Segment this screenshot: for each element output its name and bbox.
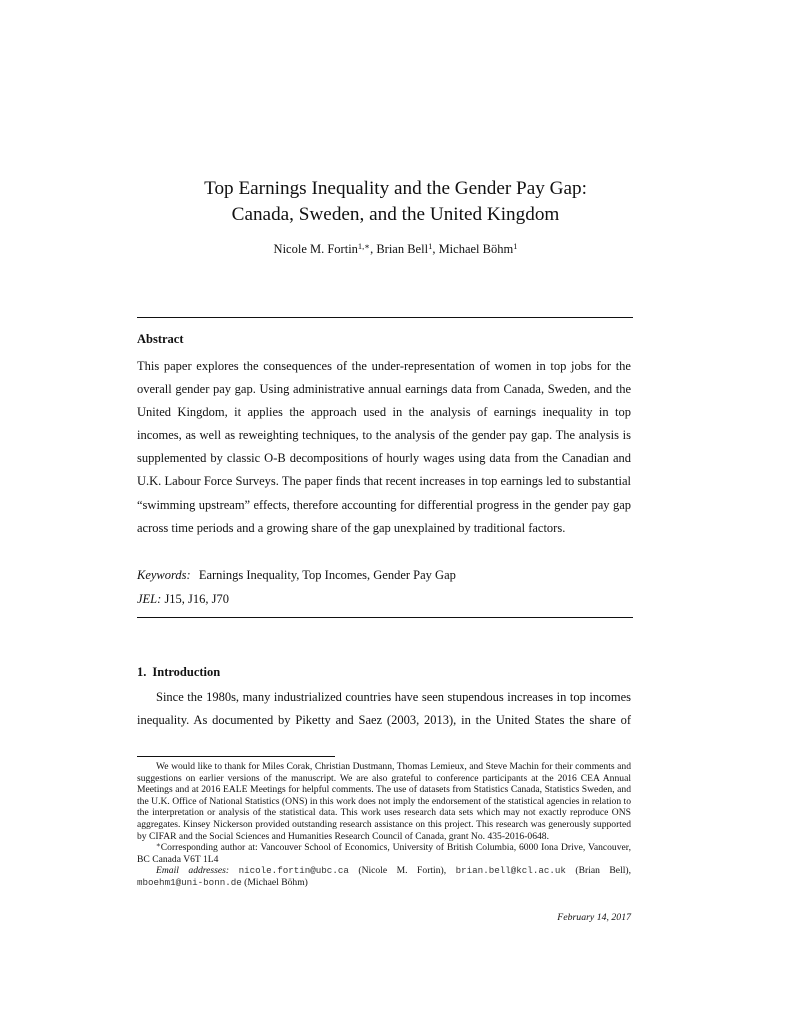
jel-line — [137, 592, 229, 607]
email-owner: (Brian Bell) — [575, 865, 629, 877]
affiliation-mark: 1 — [428, 241, 433, 251]
section-number: 1. — [137, 665, 147, 679]
author-separator: , — [370, 242, 377, 256]
footnote-rule — [137, 756, 335, 757]
email-owner: (Nicole M. Fortin) — [358, 865, 444, 877]
email-footnote — [137, 865, 631, 888]
introduction-text: Since the 1980s, many industrialized countries have seen stupendous increases in top incomes inequality. As documented by Piketty and Saez (2003, 2013), in the United States the share of — [137, 690, 631, 728]
section-title: Introduction — [152, 665, 221, 679]
paper-title — [0, 176, 791, 228]
jel-label: JEL: — [137, 592, 162, 606]
abstract-bottom-rule — [137, 617, 633, 618]
preprint-date: February 14, 2017 — [557, 912, 631, 923]
email-separator: , — [628, 865, 631, 877]
keywords-text: Earnings Inequality, Top Incomes, Gender Pay Gap — [198, 568, 456, 582]
email-link[interactable]: nicole.fortin@ubc.ca — [238, 865, 349, 877]
corresponding-author-text: Corresponding author at: Vancouver School of Economics, University of British Columbia, 6000 Iona Drive, Vancouver, BC Canada V6T 1L4 — [137, 842, 631, 865]
keywords-label: Keywords: — [137, 568, 191, 582]
jel-codes: J15, J16, J70 — [164, 592, 230, 606]
author-list — [0, 242, 791, 257]
email-separator: , — [443, 865, 456, 877]
email-label: Email addresses: — [156, 865, 230, 877]
keywords-line — [137, 568, 456, 583]
paper-title-line-1: Top Earnings Inequality and the Gender Pay Gap: — [204, 178, 587, 199]
affiliation-mark: 1,∗ — [357, 241, 371, 251]
author-name: Brian Bell — [376, 242, 429, 256]
acknowledgements-footnote: We would like to thank for Miles Corak, Christian Dustmann, Thomas Lemieux, and Steve Machin for their comments and suggestions on earlier versions of the manuscript. We are also grateful to conference participants at the 2016 CEA Annual Meetings and at 2016 EALE Meetings for helpful comments. The use of datasets from Statistics Canada, Statistics Sweden, and the U.K. Office of National Statistics (ONS) in this work does not imply the endorsement of the statistical agencies in relation to the interpretation or analysis of the statistical data. This work uses research data sets which may not exactly reproduce ONS aggregates. Kinsey Nickerson provided outstanding research assistance on this project. This research was generously supported by CIFAR and the Social Sciences and Humanities Research Council of Canada, grant No. 435-2016-0648. — [137, 761, 631, 842]
email-link[interactable]: brian.bell@kcl.ac.uk — [455, 865, 566, 877]
author-name: Michael Böhm — [438, 242, 514, 256]
author-separator: , — [432, 242, 439, 256]
footnote-mark: ∗ — [156, 841, 161, 850]
corresponding-author-footnote — [137, 842, 631, 865]
affiliation-mark: 1 — [513, 241, 518, 251]
author-name: Nicole M. Fortin — [273, 242, 358, 256]
paper-title-line-2: Canada, Sweden, and the United Kingdom — [231, 204, 560, 225]
email-owner: (Michael Böhm) — [244, 876, 308, 888]
section-heading — [137, 665, 220, 680]
abstract-heading: Abstract — [137, 332, 184, 346]
footnotes — [137, 761, 631, 889]
abstract-text: This paper explores the consequences of the under-representation of women in top jobs for the overall gender pay gap. Using administrative annual earnings data from Canada, Sweden, and the United Kingdom, it applies the approach used in the analysis of earnings inequality in top incomes, as well as reweighting techniques, to the analysis of the gender pay gap. The analysis is supplemented by classic O-B decompositions of hourly wages using data from the Canadian and U.K. Labour Force Surveys. The paper finds that recent increases in top earnings led to substantial “swimming upstream” effects, therefore accounting for differential progress in the gender pay gap across time periods and a growing share of the gap unexplained by traditional factors. — [137, 359, 631, 535]
abstract-top-rule — [137, 317, 633, 318]
email-link[interactable]: mboehm1@uni-bonn.de — [137, 876, 242, 888]
